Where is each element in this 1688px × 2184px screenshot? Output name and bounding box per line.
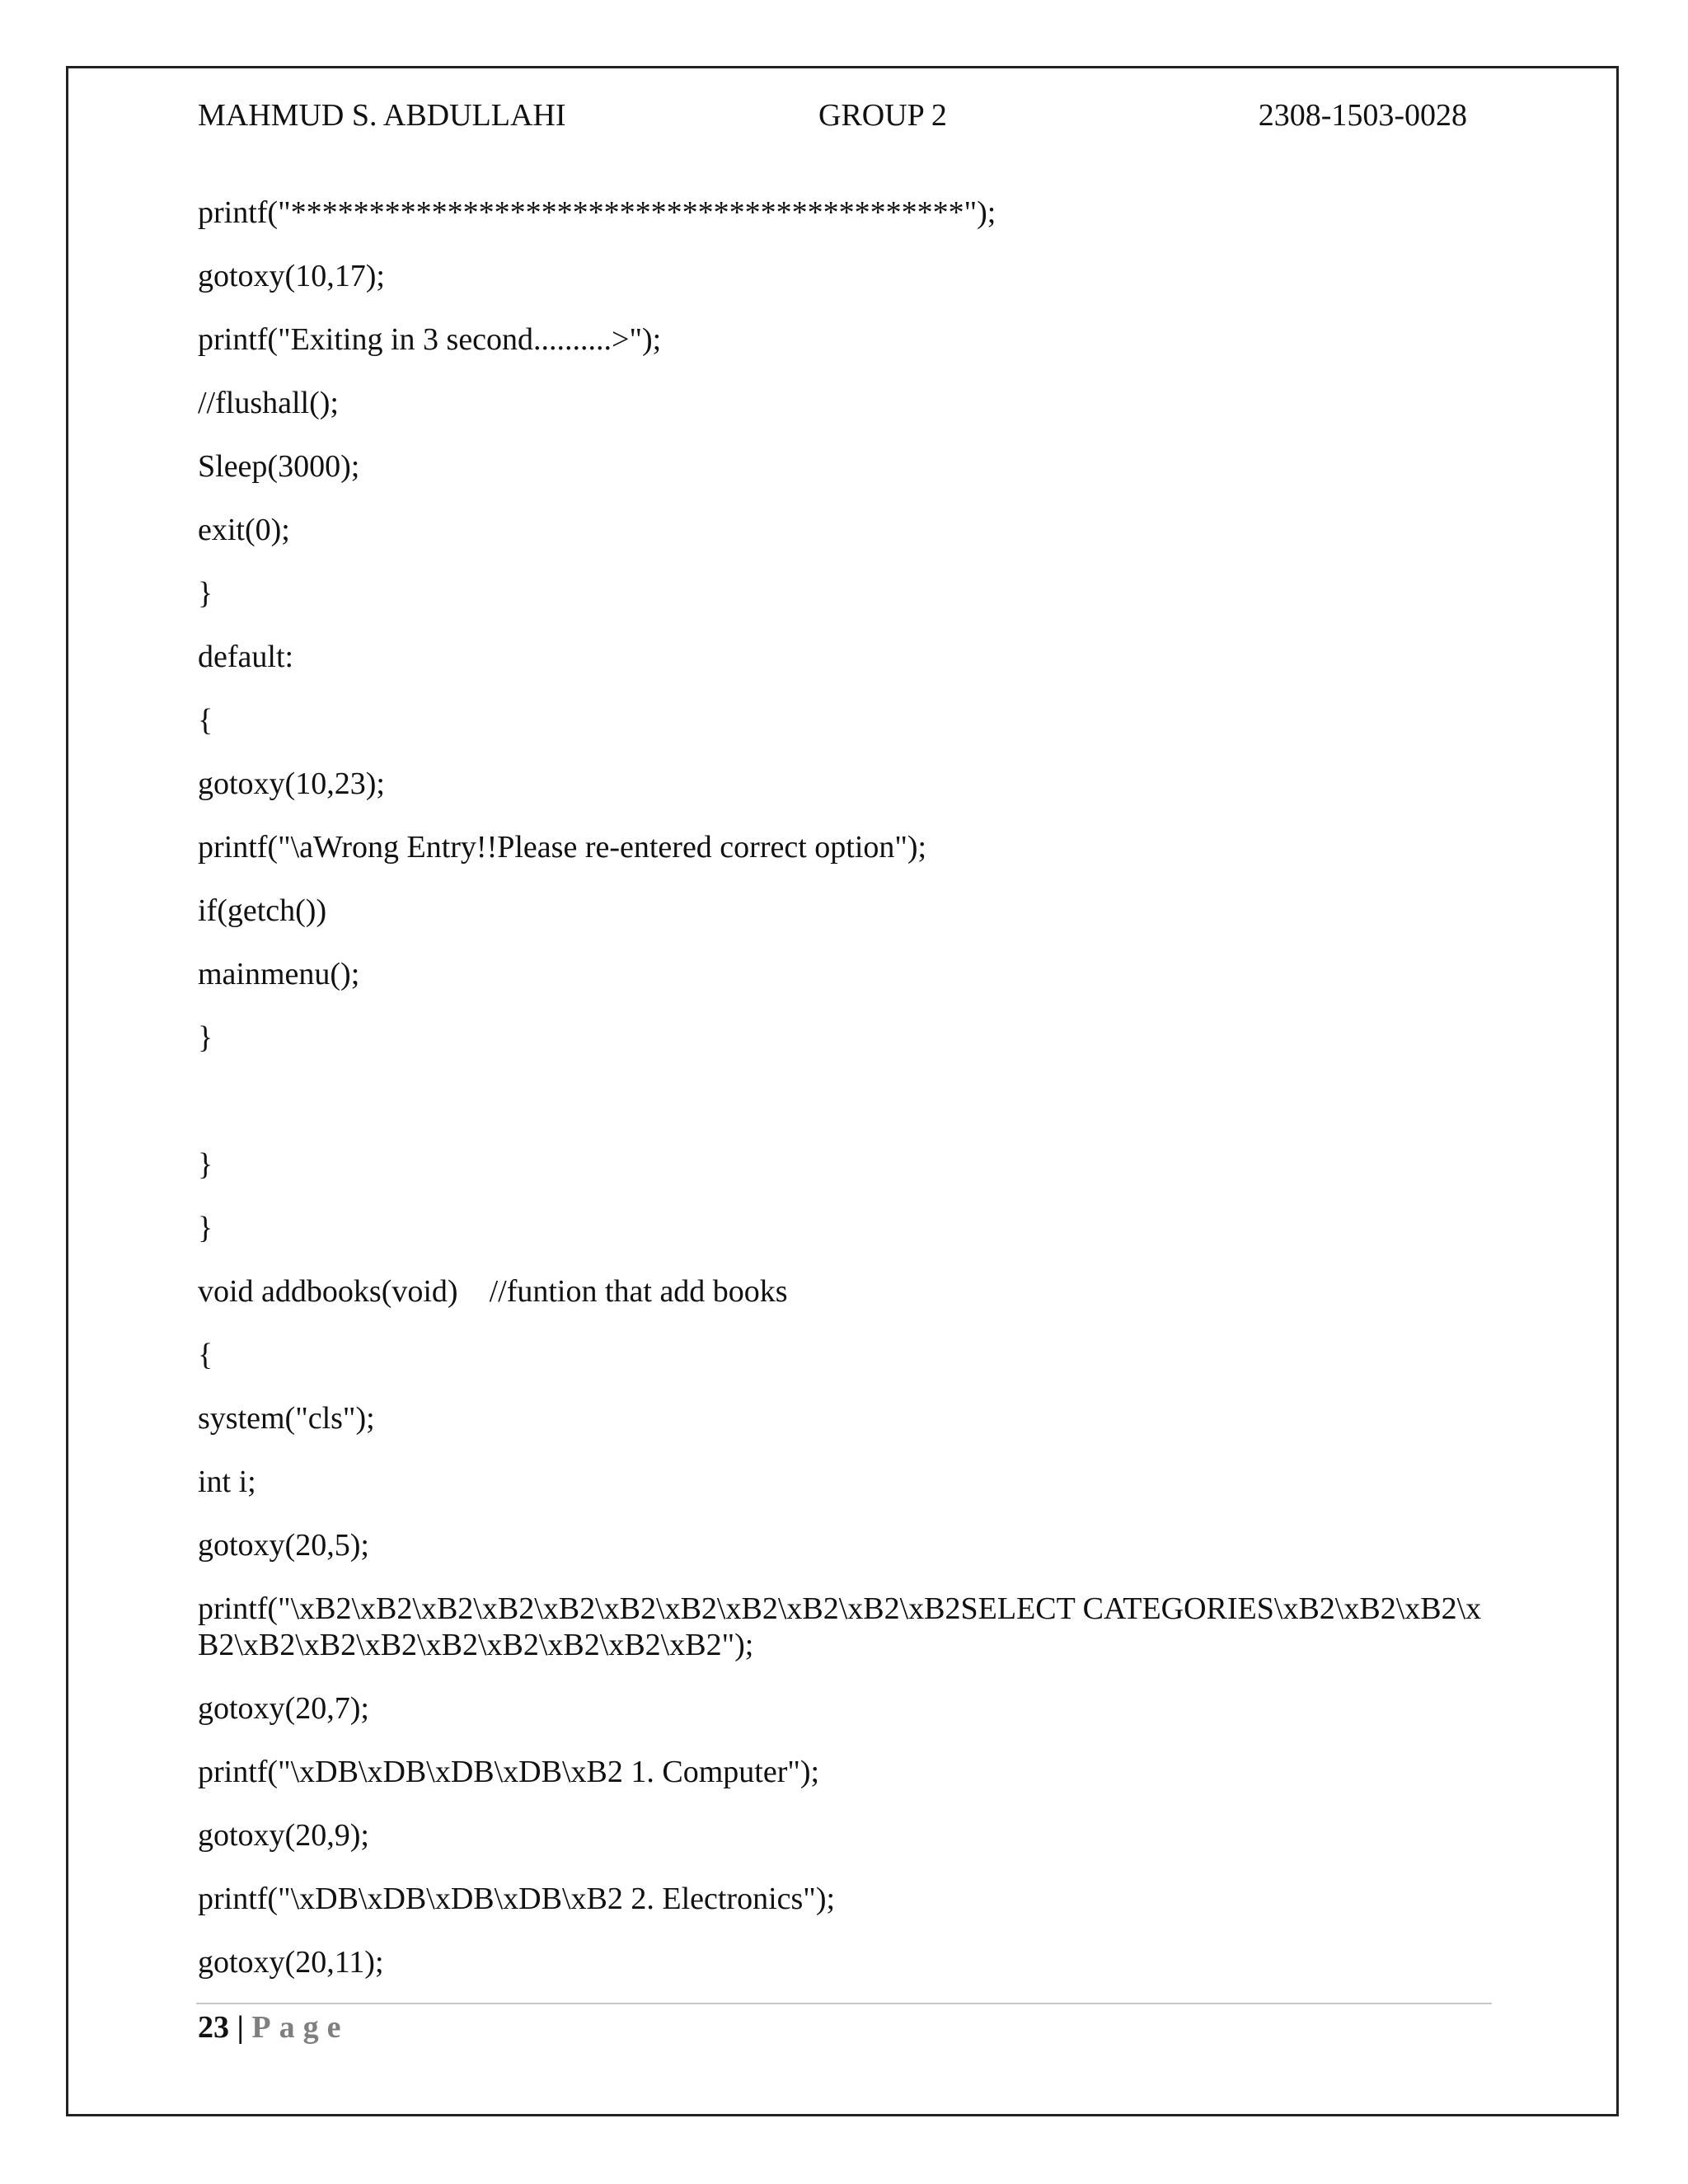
page-label: Page [251,2010,349,2045]
code-line [198,1083,1484,1119]
code-line: void addbooks(void) //funtion that add books [198,1274,788,1309]
code-line: gotoxy(10,17); [198,259,385,293]
code-line: } [198,1147,213,1182]
code-line: printf("Exiting in 3 second..........>"); [198,322,662,357]
code-line: printf("\xDB\xDB\xDB\xDB\xB2 2. Electronics"); [198,1882,836,1916]
code-line: { [198,703,213,738]
code-line: printf("\aWrong Entry!!Please re-entered correct option"); [198,830,927,865]
code-line: Sleep(3000); [198,449,360,484]
code-line: gotoxy(20,9); [198,1818,369,1853]
header-author: MAHMUD S. ABDULLAHI [198,98,566,133]
code-line: printf("*******************************************"); [198,195,996,230]
code-line: { [198,1338,213,1372]
code-line: } [198,1211,213,1245]
page-header [198,97,1467,138]
code-line: gotoxy(20,7); [198,1691,369,1726]
code-line: gotoxy(20,5); [198,1528,369,1563]
code-line: } [198,576,213,611]
code-line: //flushall(); [198,386,339,420]
page-number: 23 [198,2010,229,2045]
code-line: system("cls"); [198,1401,375,1436]
code-listing [198,194,1484,2008]
code-line: default: [198,640,294,674]
page-separator: | [237,2010,244,2045]
code-line: gotoxy(20,11); [198,1945,384,1980]
code-line: int i; [198,1465,256,1499]
header-group: GROUP 2 [818,98,947,133]
header-student-id: 2308-1503-0028 [1258,98,1467,133]
footer-divider [196,2003,1492,2004]
code-line: if(getch()) [198,893,327,928]
page-footer [198,2009,349,2046]
code-line: gotoxy(10,23); [198,766,385,801]
code-line: printf("\xDB\xDB\xDB\xDB\xB2 1. Computer"); [198,1755,820,1789]
code-line: mainmenu(); [198,957,360,991]
code-line: exit(0); [198,513,290,547]
code-line: printf("\xB2\xB2\xB2\xB2\xB2\xB2\xB2\xB2\xB2\xB2\xB2SELECT CATEGORIES\xB2\xB2\xB2\xB2\xB2\xB2\xB2\xB2\xB2\xB2\xB2\xB2"); [198,1591,1482,1662]
code-line: } [198,1020,213,1055]
